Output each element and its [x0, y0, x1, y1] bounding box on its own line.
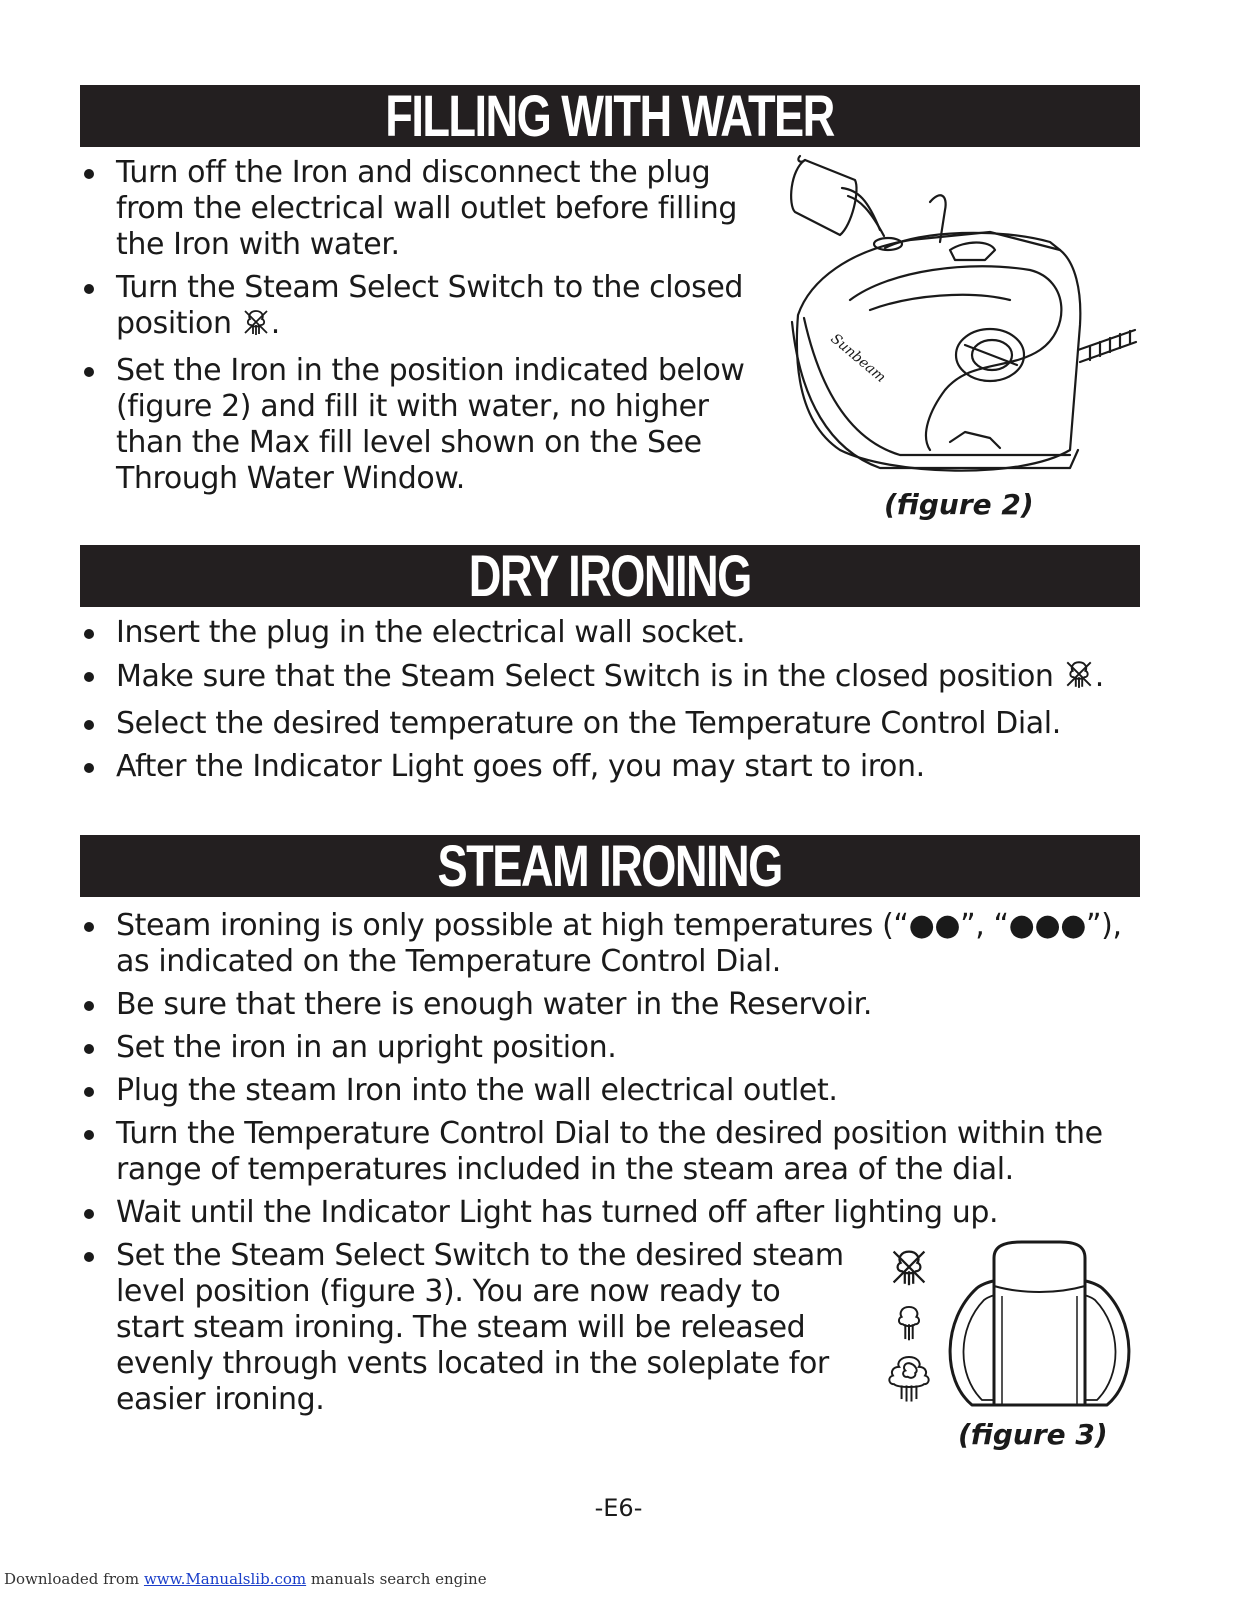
figure-2-caption: (figure 2) — [884, 488, 1034, 521]
manualslib-link[interactable]: www.Manualslib.com — [143, 1570, 307, 1588]
steam-off-icon — [1063, 658, 1095, 699]
section-title-dry: DRY IRONING — [80, 545, 1140, 607]
steam-low-icon — [890, 1302, 928, 1344]
figure-3-caption: (figure 3) — [958, 1418, 1108, 1451]
iron-illustration — [770, 150, 1150, 480]
list-item: Turn off the Iron and disconnect the plug from the electrical wall outlet before filling the Iron with water. — [80, 155, 760, 263]
iron-brand-label: Sunbeam — [827, 330, 889, 386]
section-title-filling: FILLING WITH WATER — [80, 85, 1140, 147]
footer-suffix: manuals search engine — [310, 1570, 487, 1588]
list-item: Wait until the Indicator Light has turned off after lighting up. — [80, 1195, 1140, 1231]
page-number: -E6- — [594, 1494, 643, 1522]
steam-off-icon — [888, 1246, 930, 1288]
list-item: Select the desired temperature on the Temperature Control Dial. — [80, 706, 1140, 742]
list-item: Set the iron in an upright position. — [80, 1030, 1140, 1066]
dry-bullets — [80, 615, 1140, 792]
list-item: Insert the plug in the electrical wall socket. — [80, 615, 1140, 651]
list-item: Plug the steam Iron into the wall electrical outlet. — [80, 1073, 1140, 1109]
list-item: Turn the Temperature Control Dial to the desired position within the range of temperatures included in the steam area of the dial. — [80, 1116, 1140, 1188]
section-title-steam: STEAM IRONING — [80, 835, 1140, 897]
list-item: Steam ironing is only possible at high temperatures (“●●”, “●●●”), as indicated on the Temperature Control Dial. — [80, 908, 1140, 980]
steam-switch-illustration — [942, 1240, 1137, 1420]
footer — [4, 1570, 487, 1588]
list-item: Set the Steam Select Switch to the desired steam level position (figure 3). You are now ready to start steam ironing. The steam will be released evenly through vents located in the soleplate for easier ironing. — [80, 1238, 846, 1418]
steam-off-icon — [241, 307, 271, 346]
list-item: Make sure that the Steam Select Switch is in the closed position . — [80, 658, 1140, 699]
list-item: After the Indicator Light goes off, you may start to iron. — [80, 749, 1140, 785]
list-item: Set the Iron in the position indicated below (figure 2) and fill it with water, no higher than the Max fill level shown on the See Through Water Window. — [80, 353, 760, 497]
filling-bullets — [80, 155, 760, 504]
list-item: Turn the Steam Select Switch to the closed position . — [80, 270, 760, 346]
footer-prefix: Downloaded from — [4, 1570, 140, 1588]
steam-high-icon — [884, 1352, 934, 1404]
list-item: Be sure that there is enough water in the Reservoir. — [80, 987, 1140, 1023]
